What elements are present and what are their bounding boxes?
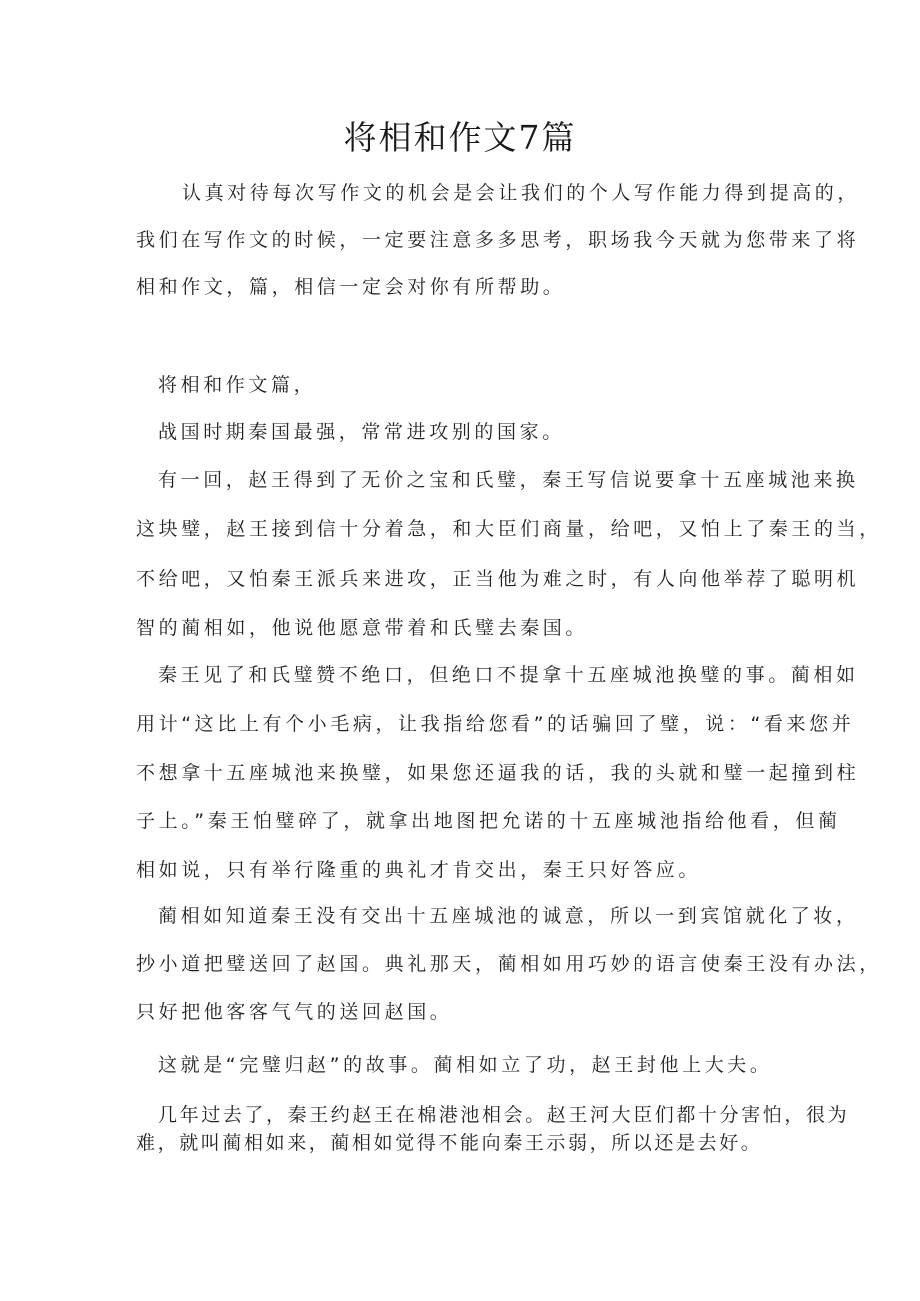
paragraph-line: 这块璧，赵王接到信十分着急，和大臣们商量，给吧，又怕上了秦王的当，: [136, 518, 882, 540]
paragraph-line: 难，就叫蔺相如来，蔺相如觉得不能向秦王示弱，所以还是去好。: [136, 1132, 763, 1154]
paragraph-line: 智的蔺相如，他说他愿意带着和氏璧去秦国。: [136, 617, 589, 639]
paragraph-line: 不给吧，又怕秦王派兵来进攻，正当他为难之时，有人向他举荐了聪明机: [136, 568, 860, 590]
intro-line-1: 认真对待每次写作文的机会是会让我们的个人写作能力得到提高的，: [182, 182, 861, 204]
paragraph-line: 不想拿十五座城池来换璧，如果您还逼我的话，我的头就和璧一起撞到柱: [136, 762, 860, 784]
document-title: 将相和作文7篇: [343, 118, 577, 157]
paragraph-line: 抄小道把璧送回了赵国。典礼那天，蔺相如用巧妙的语言使秦王没有办法，: [136, 953, 882, 975]
paragraph-line: 用计“这比上有个小毛病，让我指给您看”的话骗回了璧，说：“看来您并: [136, 713, 855, 735]
paragraph-line: 几年过去了，秦王约赵王在棉港池相会。赵王河大臣们都十分害怕，很为: [158, 1104, 850, 1126]
paragraph-line: 这就是“完璧归赵”的故事。蔺相如立了功，赵王封他上大夫。: [158, 1054, 773, 1076]
intro-line-2: 我们在写作文的时候，一定要注意多多思考，职场我今天就为您带来了将: [136, 229, 860, 251]
paragraph-line: 相如说，只有举行隆重的典礼才肯交出，秦王只好答应。: [136, 859, 702, 881]
section-heading: 将相和作文篇，: [158, 374, 317, 396]
intro-line-3: 相和作文，篇，相信一定会对你有所帮助。: [136, 276, 566, 298]
paragraph-line: 秦王见了和氏璧赞不绝口，但绝口不提拿十五座城池换璧的事。蔺相如: [158, 664, 859, 686]
paragraph-line: 战国时期秦国最强，常常进攻别的国家。: [158, 421, 565, 443]
paragraph-line: 有一回，赵王得到了无价之宝和氏璧，秦王写信说要拿十五座城池来换: [158, 469, 859, 491]
paragraph-line: 子上。”秦王怕璧碎了，就拿出地图把允诺的十五座城池指给他看，但蔺: [136, 810, 841, 832]
paragraph-line: 只好把他客客气气的送回赵国。: [136, 1001, 453, 1023]
paragraph-line: 蔺相如知道秦王没有交出十五座城池的诚意，所以一到宾馆就化了妆，: [158, 905, 859, 927]
